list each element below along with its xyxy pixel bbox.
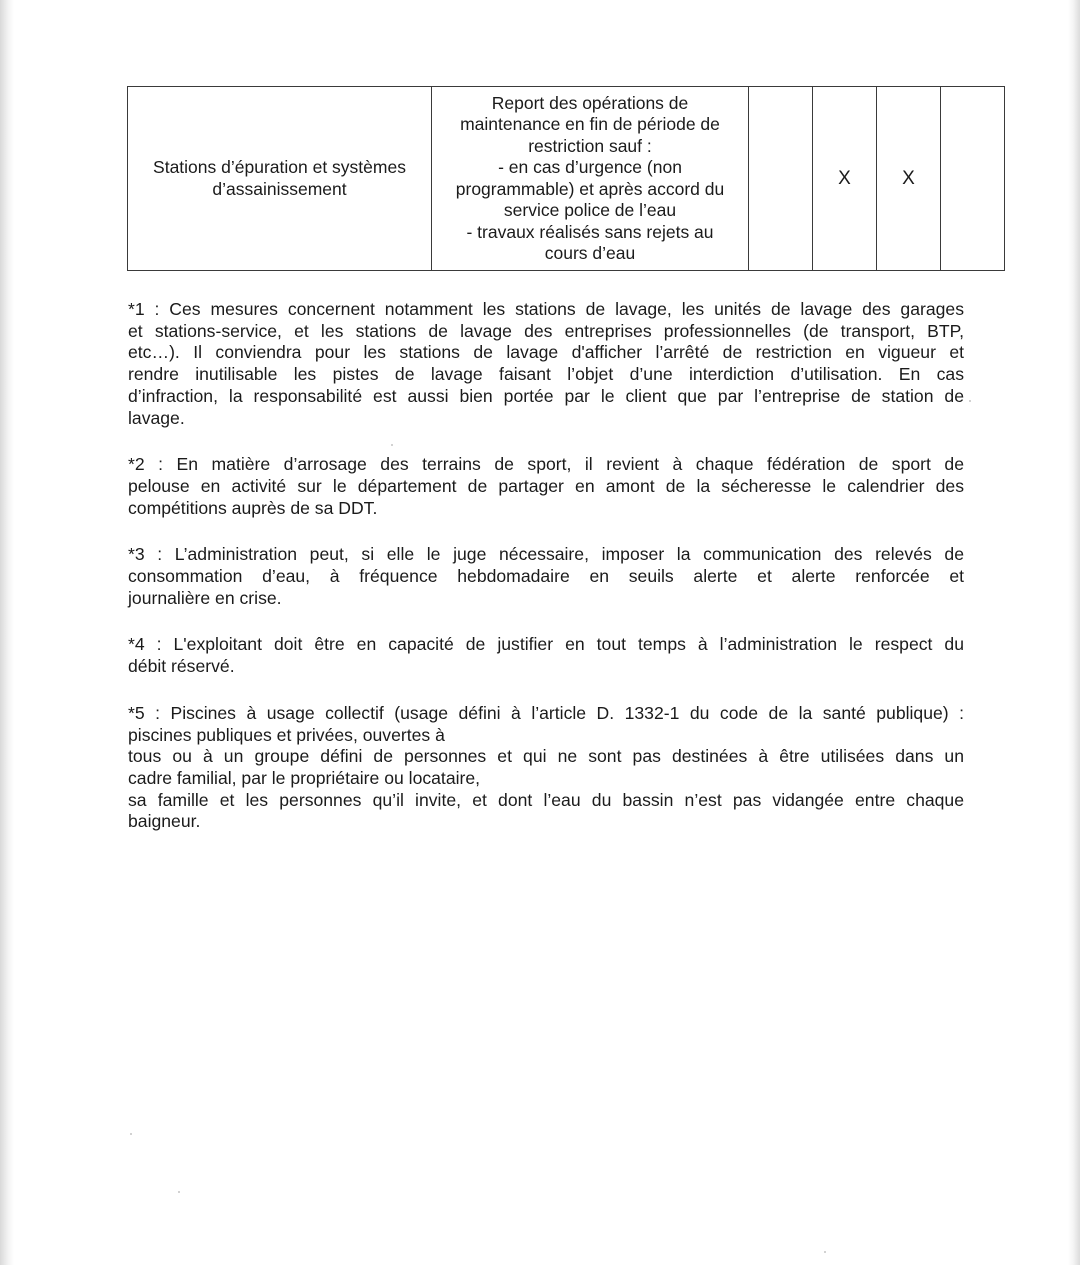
- page-edge-right: [1068, 0, 1080, 1265]
- note-line: cadre familial, par le propriétaire ou locataire,: [128, 767, 481, 788]
- note-line: journalière en crise.: [128, 587, 282, 608]
- measure-cell: [432, 87, 749, 271]
- check-mark: X: [838, 167, 851, 189]
- note-line: compétitions auprès de sa DDT.: [128, 497, 378, 518]
- check-cell-1: [749, 87, 813, 271]
- footnote-4: [128, 634, 964, 677]
- page-edge-left: [0, 0, 14, 1265]
- check-mark: X: [902, 167, 915, 189]
- scan-speck: [969, 400, 971, 402]
- scan-speck: [391, 444, 393, 446]
- footnote-2: [128, 454, 964, 519]
- note-line: piscines publiques et privées, ouvertes à: [128, 724, 445, 745]
- scan-speck: [824, 1251, 826, 1253]
- measure-line: maintenance en fin de période de: [460, 114, 720, 134]
- measure-line: restriction sauf :: [528, 135, 652, 156]
- note-line: pelouse en activité sur le département de partager en amont de la sécheresse le calendrier des: [128, 475, 964, 496]
- measure-line: programmable) et après accord du: [455, 178, 725, 199]
- note-line: *2 : En matière d’arrosage des terrains de sport, il revient à chaque fédération de sport de: [128, 454, 964, 475]
- note-line: débit réservé.: [128, 656, 235, 677]
- measure-line: - travaux réalisés sans rejets au: [466, 221, 714, 242]
- note-line: sa famille et les personnes qu’il invite, et dont l’eau du bassin n’est pas vidangée entre chaque: [128, 789, 964, 810]
- note-line: *4 : L'exploitant doit être en capacité de justifier en tout temps à l’administration le respect du: [128, 634, 964, 655]
- footnote-3: [128, 544, 964, 609]
- note-line: tous ou à un groupe défini de personnes et qui ne sont pas destinées à être utilisées dans un: [128, 746, 964, 767]
- note-line: d’infraction, la responsabilité est aussi bien portée par le client que par l’entreprise de station de: [128, 385, 964, 406]
- scan-speck: [130, 1133, 132, 1135]
- note-line: baigneur.: [128, 811, 201, 832]
- note-line: etc…). Il conviendra pour les stations de lavage d'afficher l’arrêté de restriction en vigueur et: [128, 342, 964, 363]
- footnotes: [128, 299, 964, 858]
- note-line: lavage.: [128, 407, 185, 428]
- note-line: *1 : Ces mesures concernent notamment les stations de lavage, les unités de lavage des garages: [128, 299, 964, 319]
- note-line: *5 : Piscines à usage collectif (usage défini à l’article D. 1332-1 du code de la santé publique) :: [128, 702, 964, 723]
- footnote-1: [128, 299, 964, 429]
- measure-line: cours d’eau: [544, 243, 636, 263]
- note-line: *3 : L’administration peut, si elle le juge nécessaire, imposer la communication des relevés de: [128, 544, 964, 565]
- note-line: rendre inutilisable les pistes de lavage faisant l’objet d’une interdiction d’utilisation. En cas: [128, 364, 964, 385]
- footnote-5: [128, 703, 964, 833]
- restriction-table: [127, 86, 1005, 271]
- measure-line: - en cas d’urgence (non: [498, 157, 682, 177]
- note-line: et stations-service, et les stations de lavage des entreprises professionnelles (de transport, BTP,: [128, 320, 964, 341]
- activity-label: Stations d’épuration et systèmes d’assainissement: [153, 157, 406, 199]
- check-cell-3: [877, 87, 941, 271]
- check-cell-4: [941, 87, 1005, 271]
- measure-line: Report des opérations de: [491, 92, 689, 113]
- check-cell-2: [813, 87, 877, 271]
- measure-line: service police de l’eau: [503, 200, 677, 220]
- table-row: [128, 87, 1005, 271]
- scan-speck: [178, 1191, 180, 1193]
- activity-cell: [128, 87, 432, 271]
- note-line: consommation d’eau, à fréquence hebdomadaire en seuils alerte et alerte renforcée et: [128, 566, 964, 587]
